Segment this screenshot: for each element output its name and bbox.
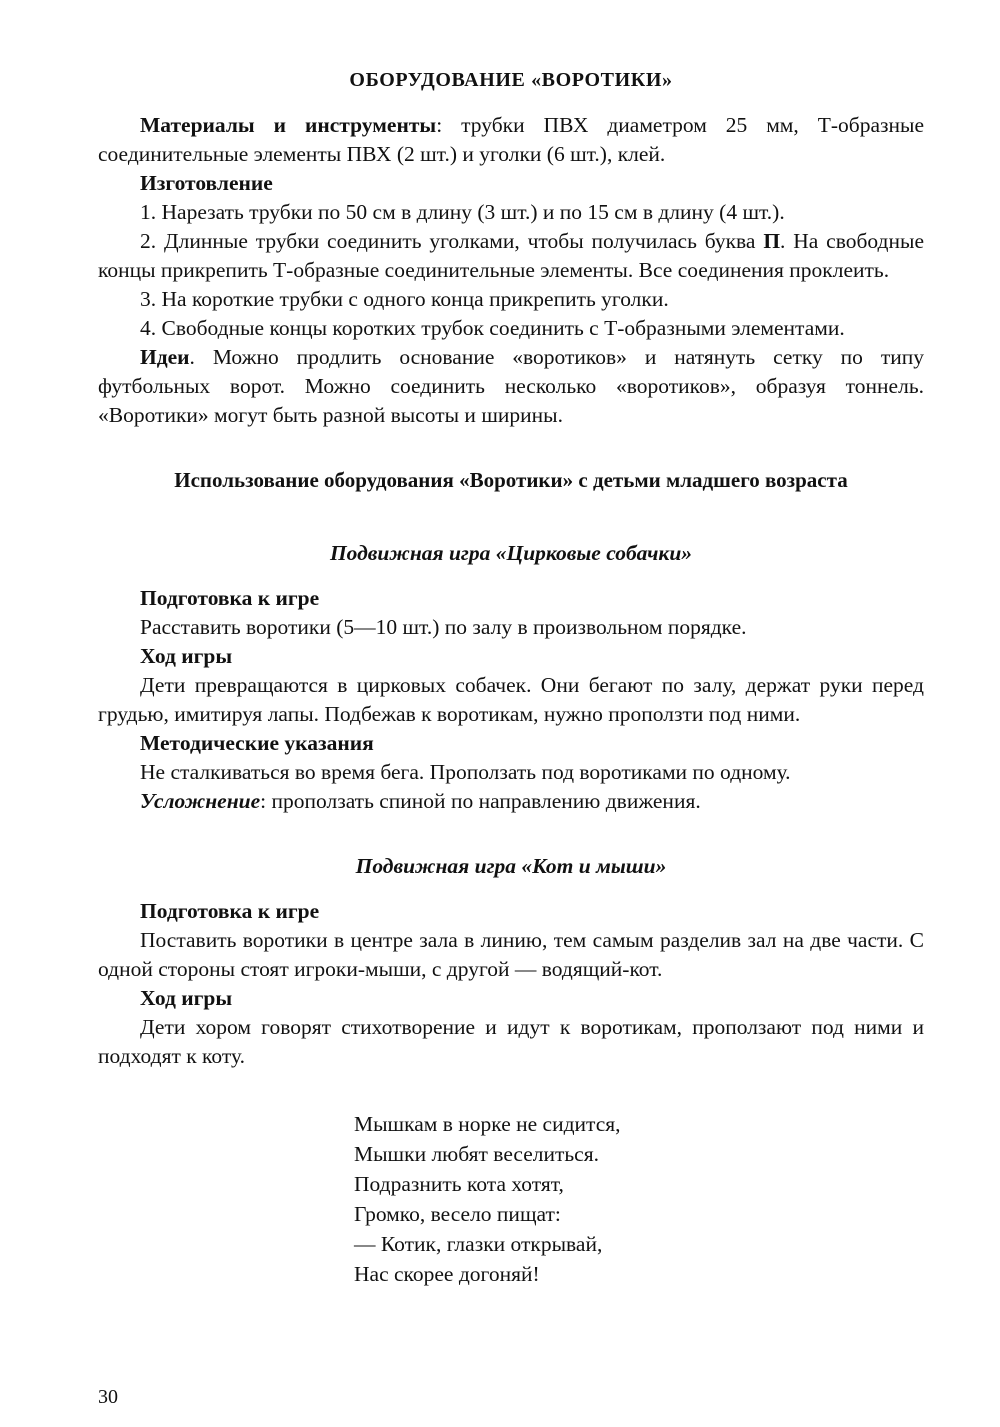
complication-label: Усложнение xyxy=(140,789,261,813)
page-content xyxy=(98,60,924,1289)
game-1-title: Подвижная игра «Цирковые собачки» xyxy=(329,541,693,565)
game-2-course-heading: Ход игры xyxy=(140,986,233,1010)
materials-paragraph xyxy=(98,111,924,169)
step-4: 4. Свободные концы коротких трубок соединить с Т-образными элементами. xyxy=(140,316,845,340)
game-1-course-heading: Ход игры xyxy=(140,644,233,668)
poem-line: Мышки любят веселиться. xyxy=(354,1142,599,1166)
manufacturing-heading: Изготовление xyxy=(140,171,273,195)
game-2-prep-heading: Подготовка к игре xyxy=(140,899,320,923)
game-2-prep-text: Поставить воротики в центре зала в линию, тем самым разделив зал на две части. С одной стороны стоят игроки-мыши, с другой — водящий-кот. xyxy=(98,928,924,981)
poem-line: — Котик, глазки открывай, xyxy=(354,1232,603,1256)
ideas-text: . Можно продлить основание «воротиков» и натянуть сетку по типу футбольных ворот. Можно соединить несколько «воротиков», образуя тоннель. «Воротики» могут быть разной высоты и ширины. xyxy=(98,345,924,427)
step-2 xyxy=(98,227,924,285)
game-1-method-heading: Методические указания xyxy=(140,731,374,755)
step-2-letter: П xyxy=(763,229,781,253)
step-2-after: . На свободные концы прикрепить Т-образные соединительные элементы. Все соединения проклеить. xyxy=(98,229,924,282)
game-1-method-text: Не сталкиваться во время бега. Проползать под воротиками по одному. xyxy=(140,760,791,784)
poem xyxy=(98,1109,924,1289)
poem-line: Подразнить кота хотят, xyxy=(354,1172,564,1196)
page-number: 30 xyxy=(98,1386,118,1408)
game-1-course-text: Дети превращаются в цирковых собачек. Они бегают по залу, держат руки перед грудью, имитируя лапы. Подбежав к воротикам, нужно проползти под ними. xyxy=(98,673,924,726)
materials-text: : трубки ПВХ диаметром 25 мм, Т-образные соединительные элементы ПВХ (2 шт.) и уголки (6 шт.), клей. xyxy=(98,113,924,166)
step-1: 1. Нарезать трубки по 50 см в длину (3 шт.) и по 15 см в длину (4 шт.). xyxy=(140,200,785,224)
step-2-before: 2. Длинные трубки соединить уголками, чтобы получилась буква xyxy=(140,229,764,253)
step-3: 3. На короткие трубки с одного конца прикрепить уголки. xyxy=(140,287,669,311)
game-2-course-text: Дети хором говорят стихотворение и идут к воротикам, проползают под ними и подходят к коту. xyxy=(98,1015,924,1068)
game-1-prep-heading: Подготовка к игре xyxy=(140,586,320,610)
ideas-label: Идеи xyxy=(140,345,190,369)
page-title: ОБОРУДОВАНИЕ «ВОРОТИКИ» xyxy=(349,69,673,91)
materials-label: Материалы и инструменты xyxy=(140,113,437,137)
game-2-title: Подвижная игра «Кот и мыши» xyxy=(355,854,667,878)
poem-line: Нас скорее догоняй! xyxy=(354,1262,540,1286)
game-1-complication xyxy=(98,787,924,816)
complication-text: : проползать спиной по направлению движения. xyxy=(260,789,701,813)
usage-section-title: Использование оборудования «Воротики» с детьми младшего возраста xyxy=(174,468,848,492)
poem-line: Мышкам в норке не сидится, xyxy=(354,1112,621,1136)
ideas-paragraph xyxy=(98,343,924,430)
poem-line: Громко, весело пищат: xyxy=(354,1202,561,1226)
game-1-prep-text: Расставить воротики (5—10 шт.) по залу в произвольном порядке. xyxy=(140,615,747,639)
